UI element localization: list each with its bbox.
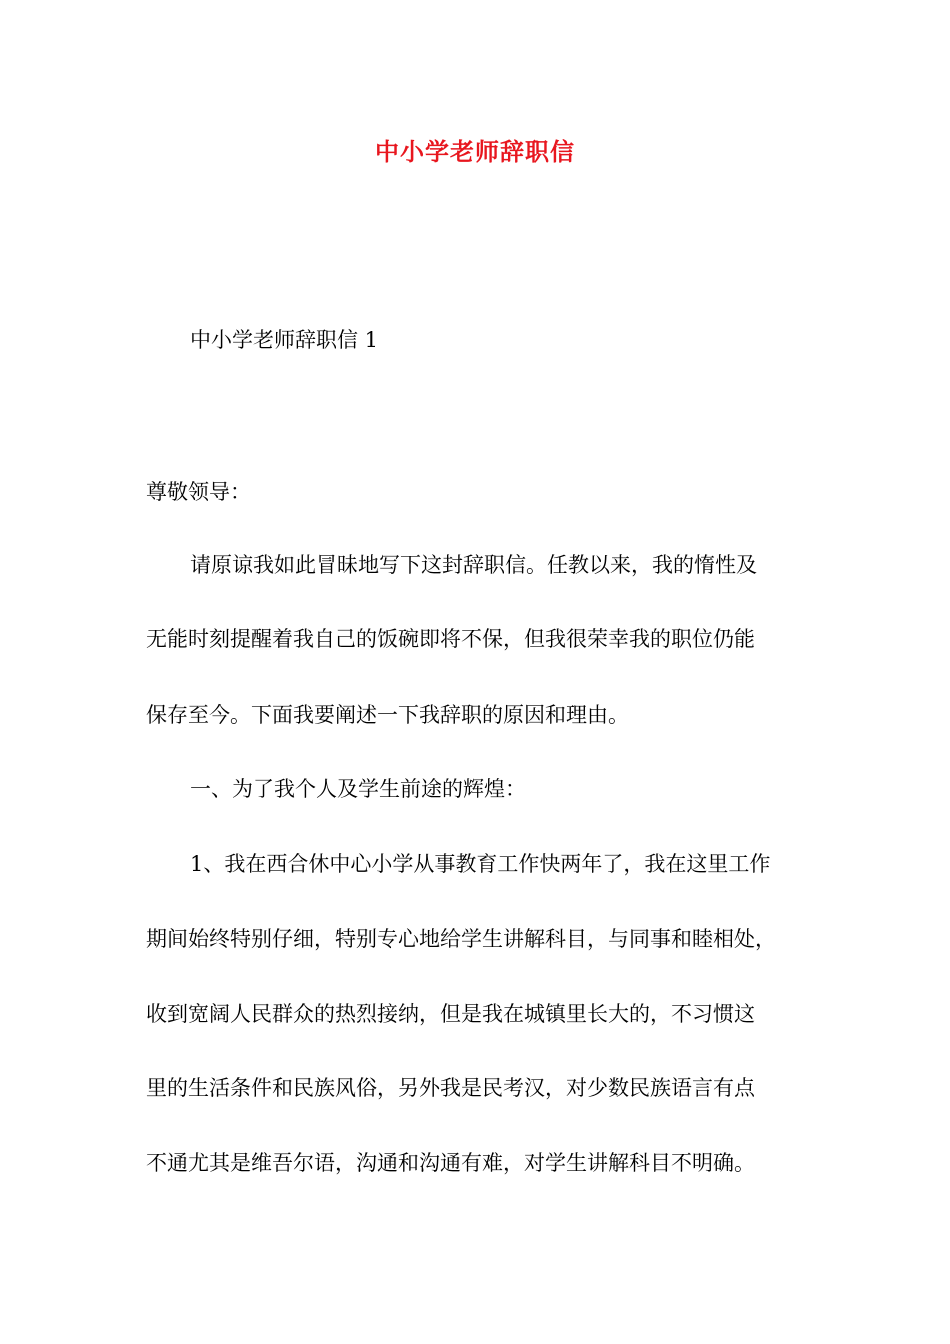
paragraph-line-8: 里的生活条件和民族风俗，另外我是民考汉，对少数民族语言有点 [146,1076,755,1100]
paragraph-line-2: 无能时刻提醒着我自己的饭碗即将不保，但我很荣幸我的职位仍能 [146,627,755,651]
paragraph-line-6: 期间始终特别仔细，特别专心地给学生讲解科目，与同事和睦相处， [146,927,776,951]
paragraph-line-5: 1、我在西合休中心小学从事教育工作快两年了，我在这里工作 [190,852,771,876]
paragraph-line-9: 不通尤其是维吾尔语，沟通和沟通有难，对学生讲解科目不明确。 [146,1151,755,1175]
paragraph-line-1: 请原谅我如此冒昧地写下这封辞职信。任教以来，我的惰性及 [190,553,757,577]
salutation: 尊敬领导： [146,480,251,504]
document-title: 中小学老师辞职信 [375,137,575,166]
paragraph-line-3: 保存至今。下面我要阐述一下我辞职的原因和理由。 [146,703,629,727]
section-heading: 中小学老师辞职信 1 [190,328,379,352]
paragraph-line-7: 收到宽阔人民群众的热烈接纳，但是我在城镇里长大的，不习惯这 [146,1002,755,1026]
list-heading: 一、为了我个人及学生前途的辉煌： [190,777,526,801]
